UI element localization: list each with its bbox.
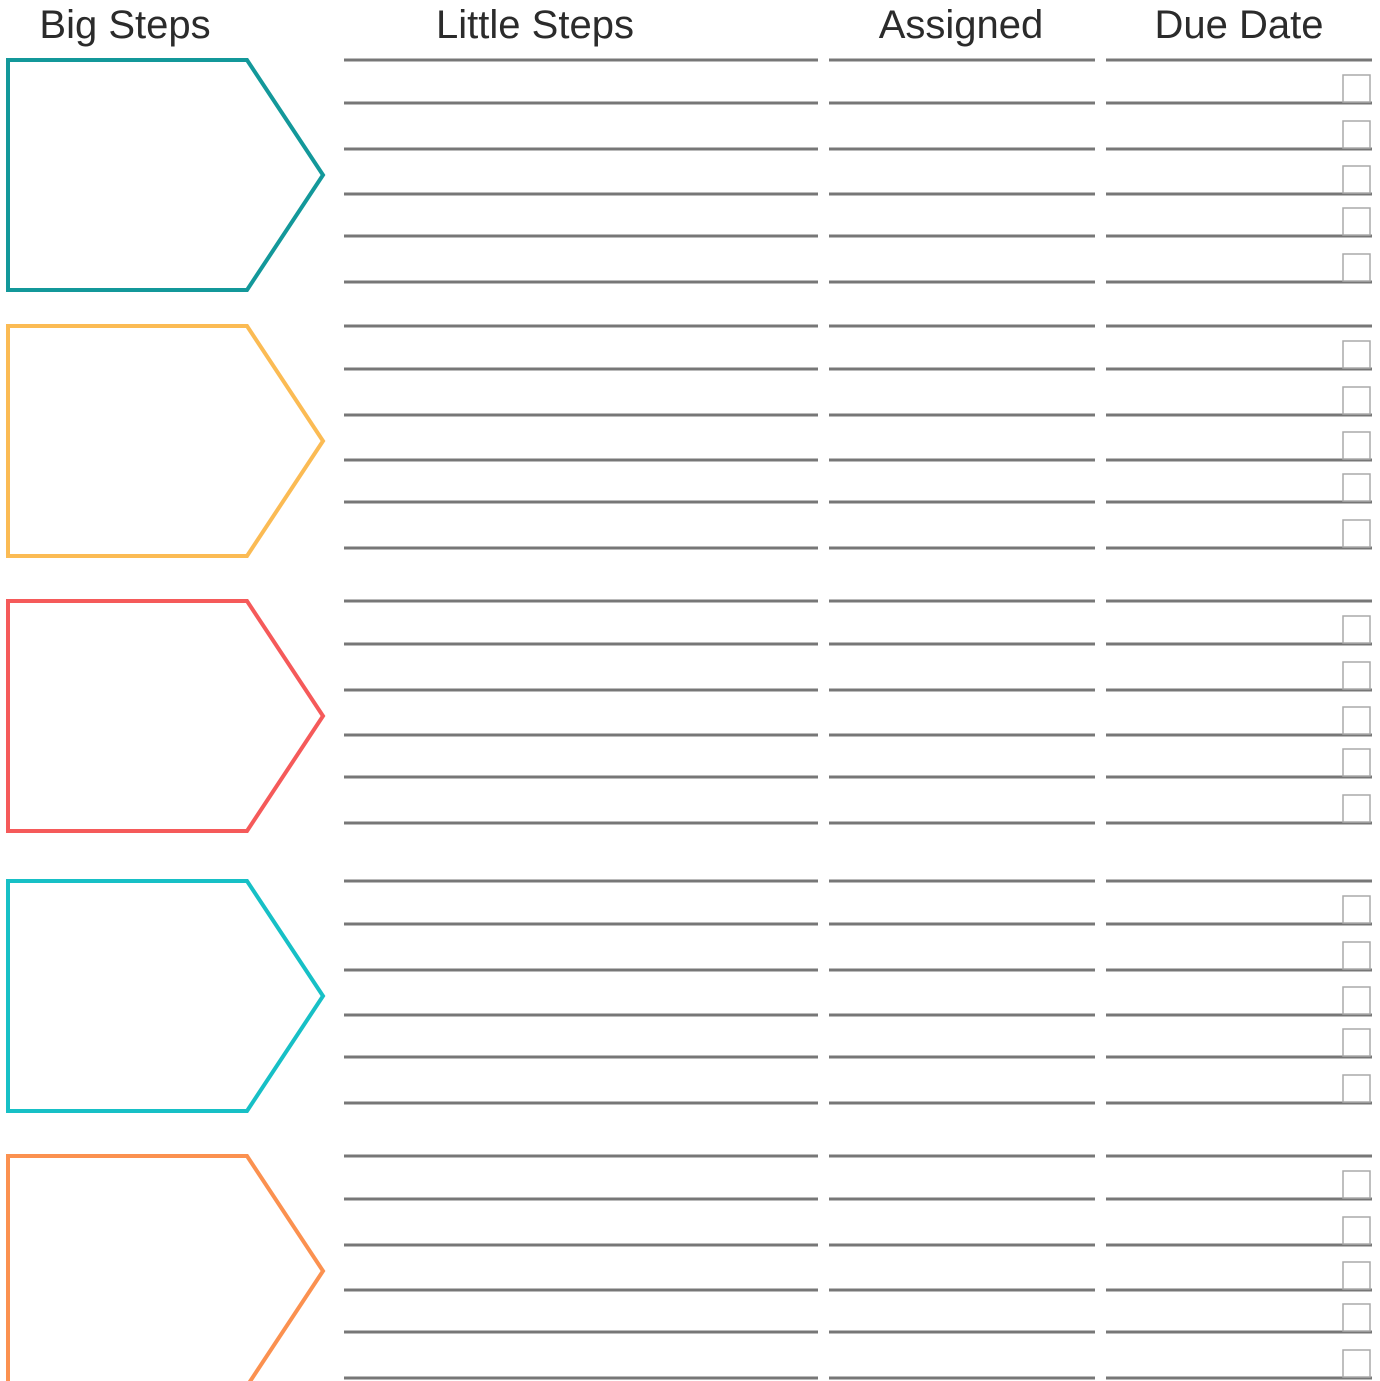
- big-step-box[interactable]: [8, 1156, 323, 1381]
- done-checkbox[interactable]: [1343, 520, 1370, 547]
- header-big-steps: Big Steps: [39, 3, 211, 47]
- done-checkbox[interactable]: [1343, 387, 1370, 414]
- done-checkbox[interactable]: [1343, 896, 1370, 923]
- done-checkbox[interactable]: [1343, 121, 1370, 148]
- done-checkbox[interactable]: [1343, 432, 1370, 459]
- done-checkbox[interactable]: [1343, 707, 1370, 734]
- done-checkbox[interactable]: [1343, 1029, 1370, 1056]
- header-due-date: Due Date: [1154, 3, 1324, 47]
- done-checkbox[interactable]: [1343, 166, 1370, 193]
- done-checkbox[interactable]: [1343, 662, 1370, 689]
- done-checkbox[interactable]: [1343, 1075, 1370, 1102]
- done-checkbox[interactable]: [1343, 1262, 1370, 1289]
- done-checkbox[interactable]: [1343, 1217, 1370, 1244]
- header-assigned: Assigned: [878, 3, 1044, 47]
- big-step-box[interactable]: [8, 60, 323, 290]
- done-checkbox[interactable]: [1343, 942, 1370, 969]
- header-little-steps: Little Steps: [436, 3, 634, 47]
- big-step-box[interactable]: [8, 601, 323, 831]
- done-checkbox[interactable]: [1343, 75, 1370, 102]
- done-checkbox[interactable]: [1343, 254, 1370, 281]
- big-step-box[interactable]: [8, 881, 323, 1111]
- done-checkbox[interactable]: [1343, 1171, 1370, 1198]
- done-checkbox[interactable]: [1343, 1350, 1370, 1377]
- done-checkbox[interactable]: [1343, 795, 1370, 822]
- done-checkbox[interactable]: [1343, 1304, 1370, 1331]
- done-checkbox[interactable]: [1343, 208, 1370, 235]
- done-checkbox[interactable]: [1343, 341, 1370, 368]
- done-checkbox[interactable]: [1343, 474, 1370, 501]
- done-checkbox[interactable]: [1343, 616, 1370, 643]
- big-step-box[interactable]: [8, 326, 323, 556]
- done-checkbox[interactable]: [1343, 987, 1370, 1014]
- done-checkbox[interactable]: [1343, 749, 1370, 776]
